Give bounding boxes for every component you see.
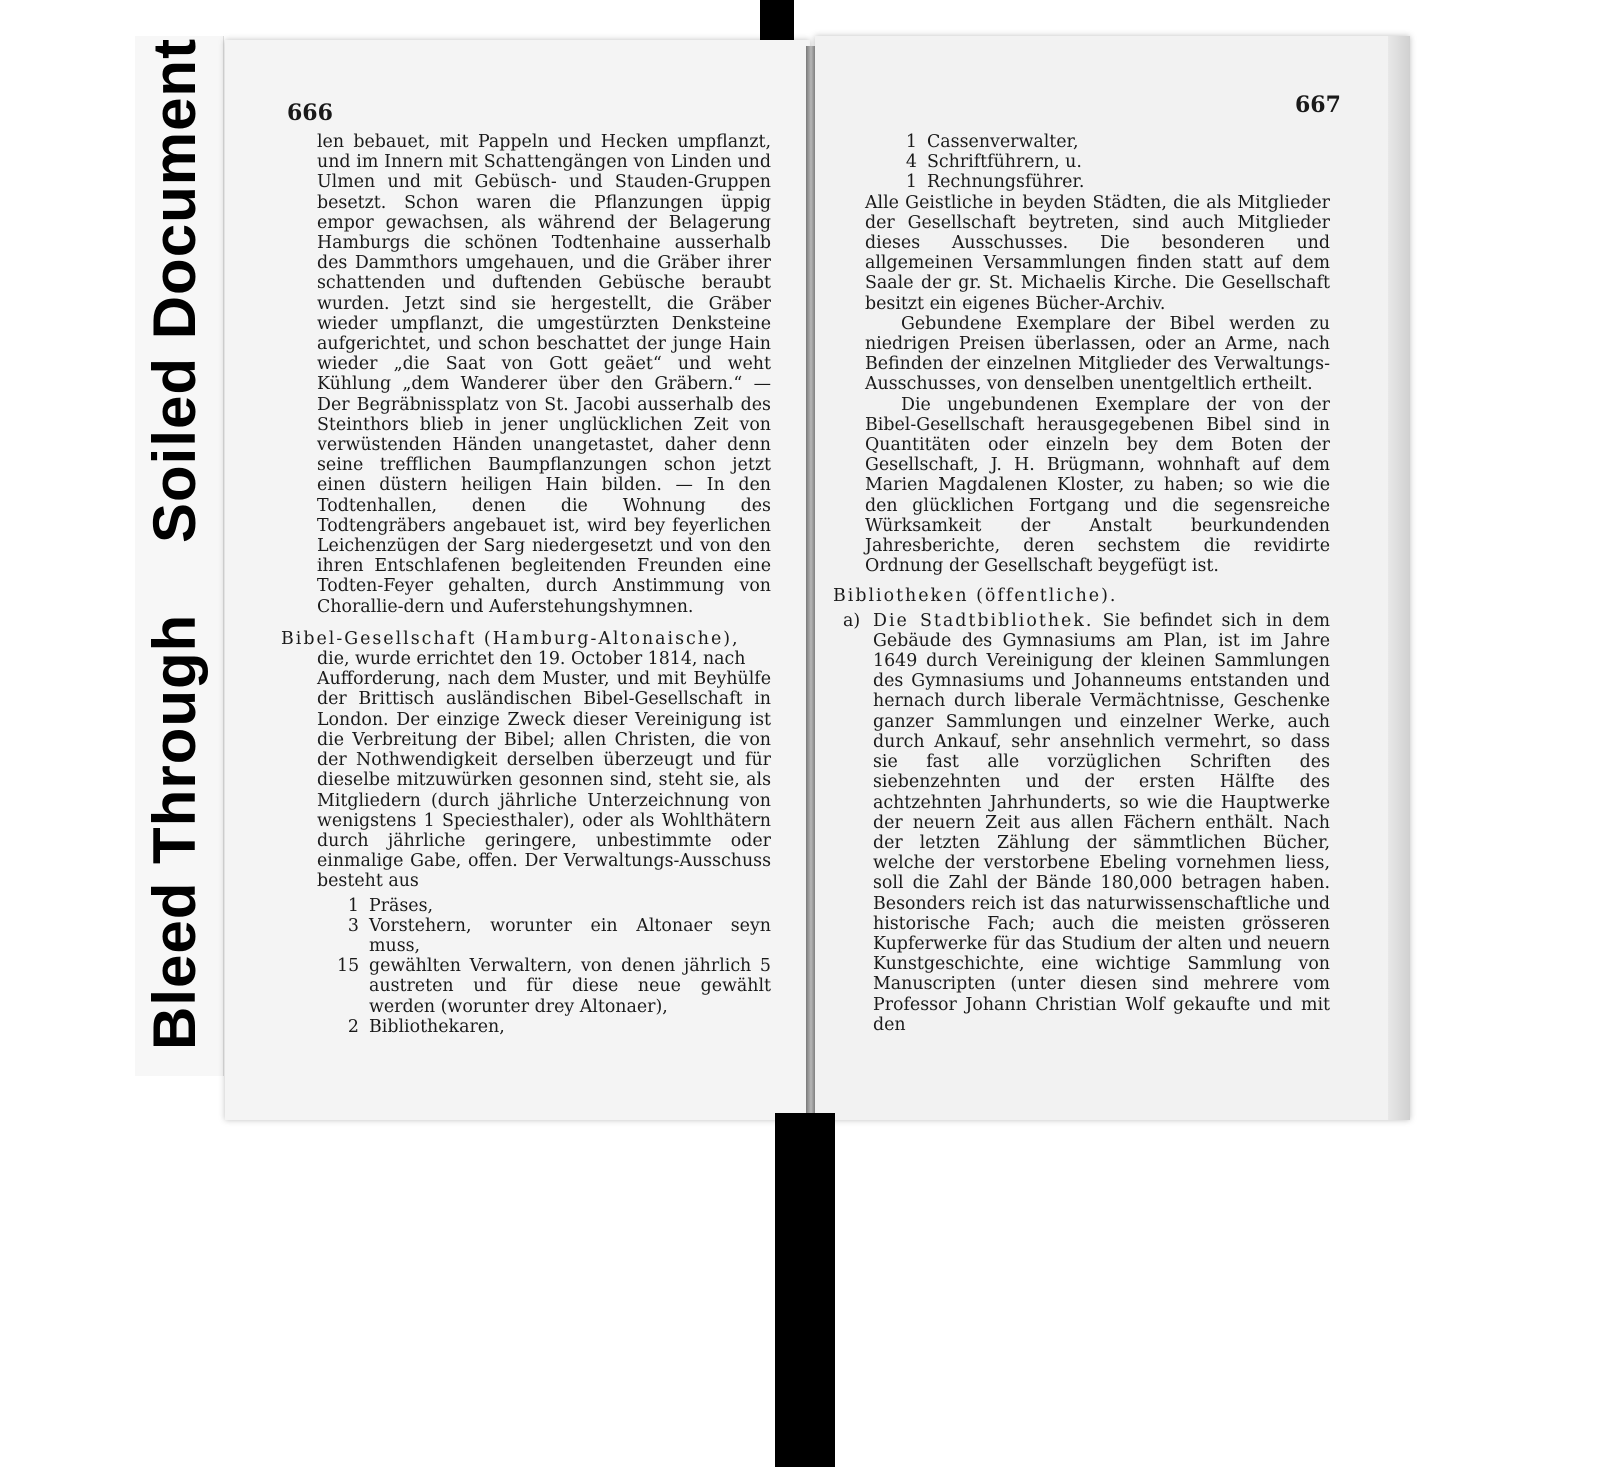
label-word-soiled: Soiled [141, 356, 208, 543]
label-word-through: Through [141, 613, 208, 864]
list-item-number: 15 [337, 956, 360, 977]
right-paragraph-3: Die ungebundenen Exemplare der von der Bibel-Gesellschaft herausgegebenen Bibel sind in Quantitäten oder einzeln bey dem Boten der Gesellschaft, J. H. Brügmann, wohnhaft auf dem Marien Magdalenen Kloster, zu haben; so wie die den glücklichen Fortgang und die segensreiche Würksamkeit der Anstalt beurkundenden Jahresberichte, deren sechstem die revidirte Ordnung der Gesellschaft beygefügt ist. [865, 394, 1330, 577]
list-item-text: Bibliothekaren, [369, 1016, 505, 1037]
list-item [337, 1017, 771, 1037]
right-paragraph-2: Gebundene Exemplare der Bibel werden zu niedrigen Preisen überlassen, oder an Arme, nach Befinden der einzelnen Mitglieder des Verwaltungs-Ausschusses, von denselben unentgeltlich ertheilt. [865, 313, 1330, 395]
right-page-text [833, 132, 1331, 1035]
sub-entry-stadtbibliothek [843, 611, 1330, 1035]
list-item [337, 896, 771, 916]
list-item-text: Cassenverwalter, [927, 132, 1079, 152]
section-heading-bibliotheken: Bibliotheken (öffentliche). [833, 586, 1118, 607]
left-paragraph-1: len bebauet, mit Pappeln und Hecken umpflanzt, und im Innern mit Schattengängen von Linden und Ulmen und mit Gebüsch- und Stauden-Gruppen besetzt. Schon waren die Pflanzungen üppig empor gewachsen, als während der Belagerung Hamburgs die schönen Todtenhaine ausserhalb des Dammthors umgehauen, und die Gräber ihrer schattenden und duftenden Gebüsche beraubt wurden. Jetzt sind sie hergestellt, die Gräber wieder umpflanzt, die umgestürzten Denksteine aufgerichtet, und schon beschattet der junge Hain wieder „die Saat von Gott geäet“ und weht Kühlung „dem Wanderer über den Gräbern.“ — Der Begräbnissplatz von St. Jacobi ausserhalb des Steinthors blieb in jener unglücklichen Zeit von verwüstenden Händen unangetastet, daher denn seine trefflichen Baumpflanzungen schon jetzt einen düstern heiligen Hain bilden. — In den Todtenhallen, denen die Wohnung des Todtengräbers angebauet ist, wird bey feyerlichen Leichenzügen der Sarg niedergesetzt und von den ihren Entschlafenen begleitenden Freunden eine Todten-Feyer gehalten, durch Anstimmung von Chorallie-dern und Auferstehungshymnen. [317, 132, 771, 617]
list-item-text: Rechnungsführer. [927, 172, 1085, 193]
left-page-text [281, 132, 771, 1037]
committee-list-left [337, 896, 771, 1037]
list-item-number: 4 [905, 152, 917, 173]
list-item [895, 152, 1330, 172]
label-word-bleed: Bleed [141, 881, 208, 1050]
bleed-through-soiled-document-label [140, 38, 209, 1050]
list-item-number: 2 [347, 1016, 359, 1037]
list-item-text: Vorstehern, worunter ein Altonaer seyn muss, [369, 915, 771, 956]
list-item-text: gewählten Verwaltern, von denen jährlich 5 austreten und für diese neue gewählt werden (worunter drey Altonaer), [369, 956, 771, 1017]
left-page [225, 40, 810, 1120]
list-item-text: Schriftführern, u. [927, 152, 1082, 173]
entry-text-1: die, wurde errichtet den 19. October 1814, nach [317, 649, 746, 670]
list-item [337, 956, 771, 1017]
entry-head: Bibel-Gesellschaft (Hamburg-Altonaische), [281, 628, 740, 649]
committee-list-right [895, 132, 1330, 193]
page-number-right: 667 [1295, 92, 1341, 118]
entry-text-2: Aufforderung, nach dem Muster, und mit Beyhülfe der Brittisch ausländischen Bibel-Gesellschaft in London. Der einzige Zweck dieser Vereinigung ist die Verbreitung der Bibel; allen Christen, die von der Nothwendigkeit derselben überzeugt und für dieselbe mitzuwürken gesonnen sind, steht sie, als Mitgliedern (durch jährliche Unterzeichnung von wenigstens 1 Speciesthaler), oder als Wohlthätern durch jährliche geringere, unbestimmte oder einmalige Gabe, offen. Der Verwaltungs-Ausschuss besteht aus [317, 669, 771, 892]
list-item-number: 1 [905, 172, 917, 193]
list-item-number: 3 [347, 915, 359, 936]
list-item-number: 1 [347, 895, 359, 916]
list-item [895, 132, 1330, 152]
microfilm-clip-bottom [775, 1113, 835, 1467]
sub-entry-text: Sie befindet sich in dem Gebäude des Gymnasiums am Plan, ist im Jahre 1649 durch Vereinigung der kleinen Sammlungen des Gymnasiums und Johanneums entstanden und hernach durch liberale Vermächtnisse, Geschenke ganzer Sammlungen und einzelner Werke, auch durch Ankauf, sehr ansehnlich vermehrt, so dass sie fast alle vorzüglichen Schriften des siebenzehnten und der ersten Hälfte des achtzehnten Jahrhunderts, so wie die Hauptwerke der neuern Zeit aus allen Fächern enthält. Nach der letzten Zählung der sämmtlichen Bücher, welche der verstorbene Ebeling vornehmen liess, soll die Zahl der Bände 180,000 betragen haben. Besonders reich ist das naturwissenschaftliche und historische Fach; auch die meisten grösseren Kupferwerke für das Studium der alten und neuern Kunstgeschichte, eine wichtige Sammlung von Manuscripten (unter diesen sind mehrere vom Professor Johann Christian Wolf gekaufte und mit den [873, 610, 1331, 1035]
sub-entry-marker: a) [843, 610, 861, 631]
page-number-left: 666 [287, 100, 333, 126]
sub-entry-head: Die Stadtbibliothek. [873, 610, 1094, 631]
label-word-document: Document [141, 37, 208, 340]
right-page [815, 36, 1410, 1120]
list-item-number: 1 [905, 132, 917, 152]
entry-bibel-gesellschaft [281, 629, 771, 892]
list-item [337, 916, 771, 956]
right-paragraph-1: Alle Geistliche in beyden Städten, die als Mitglieder der Gesellschaft beytreten, sind auch Mitglieder dieses Ausschusses. Die besonderen und allgemeinen Versammlungen finden statt auf dem Saale der gr. St. Michaelis Kirche. Die Gesellschaft besitzt ein eigenes Bücher-Archiv. [865, 192, 1330, 314]
list-item-text: Präses, [369, 895, 434, 916]
list-item [895, 172, 1330, 192]
sub-entry-body [873, 611, 1330, 1035]
